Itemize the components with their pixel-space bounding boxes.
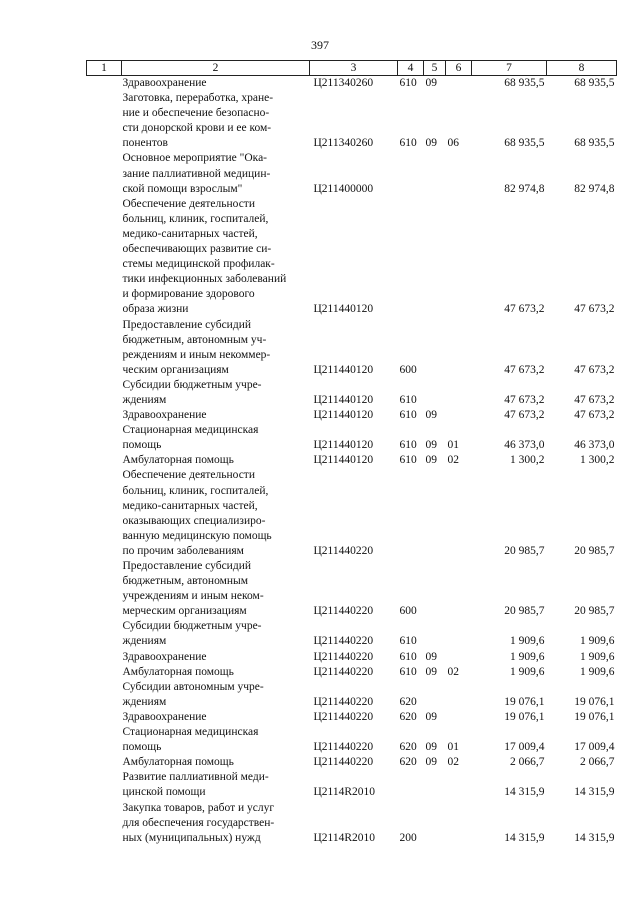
section-cell: 09 [425, 650, 437, 663]
amount-total-cell: 68 935,5 [574, 137, 615, 150]
item-name-line: Субсидии бюджетным учре- [122, 378, 262, 391]
amount-total-cell: 14 315,9 [574, 831, 615, 844]
section-cell: 09 [425, 77, 437, 89]
item-name-line: оказывающих специализиро- [122, 514, 266, 527]
subsection-cell: 02 [447, 756, 459, 769]
expense-type-cell: 620 [399, 710, 417, 723]
expense-type-cell: 600 [399, 363, 417, 376]
item-name-line: Здравоохранение [122, 77, 207, 89]
amount-cell: 2 066,7 [510, 756, 545, 769]
item-name-line: ческим организациям [122, 363, 229, 376]
item-name-cell [122, 770, 310, 800]
budget-code-cell: Ц211440120 [313, 454, 374, 467]
item-name-line: учреждениям и иным неком- [122, 590, 264, 603]
page-number: 397 [311, 38, 329, 52]
amount-cell: 1 300,2 [510, 454, 545, 467]
row-number-cell [87, 559, 122, 619]
item-name-cell [122, 378, 310, 408]
row-number-cell [87, 318, 122, 378]
amount-cell: 47 673,2 [504, 393, 545, 406]
expense-type-cell: 610 [399, 650, 417, 663]
subsection-cell [446, 468, 472, 559]
section-cell: 09 [425, 454, 437, 467]
expense-type-cell [398, 468, 424, 559]
item-name-line: зание паллиативной медицин- [122, 167, 271, 180]
expense-type-cell [398, 197, 424, 318]
expense-type-cell: 600 [399, 605, 417, 618]
row-number-cell [87, 91, 122, 151]
item-name-line: по прочим заболеваниям [122, 544, 244, 557]
table-row [87, 76, 617, 92]
item-name-line: Амбулаторная помощь [122, 454, 234, 467]
table-body [87, 76, 617, 846]
amount-cell: 68 935,5 [504, 137, 545, 150]
amount-total-cell: 20 985,7 [574, 605, 615, 618]
row-number-cell [87, 710, 122, 725]
amount-cell: 47 673,2 [504, 409, 545, 422]
subsection-cell [446, 151, 472, 196]
item-name-line: медико-санитарных частей, [122, 227, 258, 240]
budget-code-cell: Ц211440220 [313, 665, 374, 678]
amount-total-cell: 47 673,2 [574, 303, 615, 316]
item-name-cell [122, 680, 310, 710]
subsection-cell: 01 [447, 741, 459, 754]
expense-type-cell: 610 [399, 439, 417, 452]
item-name-line: ждениям [122, 695, 167, 708]
subsection-cell: 02 [447, 665, 459, 678]
item-name-line: и формирование здорового [122, 288, 255, 301]
item-name-line: Стационарная медицинская [122, 424, 259, 437]
section-cell: 09 [425, 665, 437, 678]
section-cell [424, 197, 446, 318]
item-name-cell [122, 650, 310, 665]
expense-type-cell: 610 [399, 77, 417, 89]
subsection-cell [446, 770, 472, 800]
amount-total-cell: 82 974,8 [574, 182, 615, 195]
budget-code-cell: Ц211340260 [313, 77, 374, 89]
section-cell: 09 [425, 409, 437, 422]
budget-table [86, 60, 617, 846]
amount-total-cell: 1 909,6 [580, 665, 615, 678]
table-row [87, 680, 617, 710]
amount-cell: 19 076,1 [504, 710, 545, 723]
row-number-cell [87, 151, 122, 196]
table-row [87, 725, 617, 755]
item-name-line: ных (муниципальных) нужд [122, 831, 261, 844]
section-cell [424, 801, 446, 846]
row-number-cell [87, 378, 122, 408]
expense-type-cell: 610 [399, 393, 417, 406]
item-name-cell [122, 408, 310, 423]
table-row [87, 197, 617, 318]
table-row [87, 408, 617, 423]
row-number-cell [87, 619, 122, 649]
item-name-line: Стационарная медицинская [122, 726, 259, 739]
item-name-cell [122, 755, 310, 770]
budget-code-cell: Ц211440120 [313, 409, 374, 422]
budget-code-cell: Ц211440220 [313, 544, 374, 557]
item-name-cell [122, 76, 310, 92]
table-row [87, 453, 617, 468]
row-number-cell [87, 801, 122, 846]
amount-total-cell: 17 009,4 [574, 741, 615, 754]
item-name-cell [122, 710, 310, 725]
row-number-cell [87, 468, 122, 559]
budget-code-cell: Ц211440220 [313, 605, 374, 618]
item-name-cell [122, 801, 310, 846]
budget-code-cell: Ц2114R2010 [313, 786, 376, 799]
item-name-line: сти донорской крови и ее ком- [122, 122, 272, 135]
item-name-cell [122, 468, 310, 559]
section-cell [424, 559, 446, 619]
item-name-line: Предоставление субсидий [122, 318, 251, 331]
item-name-line: цинской помощи [122, 786, 206, 799]
amount-cell: 82 974,8 [504, 182, 545, 195]
subsection-cell [446, 197, 472, 318]
item-name-line: Закупка товаров, работ и услуг [122, 801, 275, 814]
item-name-line: Амбулаторная помощь [122, 665, 234, 678]
amount-total-cell: 2 066,7 [580, 756, 615, 769]
item-name-line: реждениям и иным некоммер- [122, 348, 271, 361]
amount-total-cell: 19 076,1 [574, 710, 615, 723]
item-name-line: стемы медицинской профилак- [122, 258, 275, 271]
item-name-line: помощь [122, 439, 162, 452]
item-name-cell [122, 91, 310, 151]
amount-total-cell: 20 985,7 [574, 544, 615, 557]
amount-total-cell: 14 315,9 [574, 786, 615, 799]
item-name-line: Субсидии автономным учре- [122, 680, 264, 693]
amount-cell: 19 076,1 [504, 695, 545, 708]
budget-code-cell: Ц211440220 [313, 650, 374, 663]
table-row [87, 755, 617, 770]
section-cell: 09 [425, 137, 437, 150]
item-name-line: Основное мероприятие "Ока- [122, 152, 268, 165]
budget-code-cell: Ц211440220 [313, 741, 374, 754]
section-cell [424, 318, 446, 378]
section-cell: 09 [425, 741, 437, 754]
item-name-line: мерческим организациям [122, 605, 247, 618]
item-name-cell [122, 423, 310, 453]
subsection-cell [446, 619, 472, 649]
item-name-line: ванную медицинскую помощь [122, 529, 272, 542]
item-name-line: помощь [122, 741, 162, 754]
amount-total-cell: 47 673,2 [574, 393, 615, 406]
budget-code-cell: Ц211400000 [313, 182, 374, 195]
subsection-cell [446, 710, 472, 725]
item-name-line: бюджетным, автономным [122, 575, 249, 588]
row-number-cell [87, 423, 122, 453]
expense-type-cell [398, 770, 424, 800]
budget-code-cell: Ц211440120 [313, 303, 374, 316]
section-cell [424, 770, 446, 800]
item-name-line: тики инфекционных заболеваний [122, 273, 287, 286]
table-row [87, 423, 617, 453]
row-number-cell [87, 76, 122, 92]
section-cell: 09 [425, 439, 437, 452]
subsection-cell: 01 [447, 439, 459, 452]
item-name-line: Субсидии бюджетным учре- [122, 620, 262, 633]
row-number-cell [87, 197, 122, 318]
expense-type-cell: 610 [399, 137, 417, 150]
budget-code-cell: Ц211440220 [313, 635, 374, 648]
amount-total-cell: 46 373,0 [574, 439, 615, 452]
amount-total-cell: 1 300,2 [580, 454, 615, 467]
item-name-line: образа жизни [122, 303, 189, 316]
subsection-cell: 06 [447, 137, 459, 150]
amount-total-cell: 47 673,2 [574, 363, 615, 376]
subsection-cell [446, 680, 472, 710]
column-header: 8 [547, 61, 617, 76]
budget-code-cell: Ц211440220 [313, 710, 374, 723]
column-header: 1 [87, 61, 122, 76]
amount-cell: 14 315,9 [504, 831, 545, 844]
item-name-cell [122, 725, 310, 755]
table-row [87, 650, 617, 665]
item-name-line: больниц, клиник, госпиталей, [122, 484, 269, 497]
subsection-cell [446, 650, 472, 665]
item-name-line: Здравоохранение [122, 710, 207, 723]
item-name-line: бюджетным, автономным уч- [122, 333, 267, 346]
row-number-cell [87, 650, 122, 665]
amount-cell: 20 985,7 [504, 605, 545, 618]
expense-type-cell: 620 [399, 741, 417, 754]
column-header: 4 [398, 61, 424, 76]
item-name-cell [122, 318, 310, 378]
expense-type-cell: 610 [399, 454, 417, 467]
item-name-line: ждениям [122, 393, 167, 406]
item-name-cell [122, 453, 310, 468]
row-number-cell [87, 453, 122, 468]
row-number-cell [87, 770, 122, 800]
item-name-cell [122, 197, 310, 318]
row-number-cell [87, 665, 122, 680]
item-name-cell [122, 665, 310, 680]
expense-type-cell: 620 [399, 756, 417, 769]
budget-code-cell: Ц211440120 [313, 363, 374, 376]
item-name-line: Заготовка, переработка, хране- [122, 92, 274, 105]
item-name-cell [122, 619, 310, 649]
section-cell: 09 [425, 710, 437, 723]
item-name-line: для обеспечения государствен- [122, 816, 275, 829]
amount-total-cell: 19 076,1 [574, 695, 615, 708]
subsection-cell [446, 559, 472, 619]
item-name-line: Обеспечение деятельности [122, 469, 255, 482]
table-row [87, 468, 617, 559]
row-number-cell [87, 408, 122, 423]
amount-cell: 1 909,6 [510, 665, 545, 678]
column-header: 6 [446, 61, 472, 76]
section-cell [424, 468, 446, 559]
amount-cell: 47 673,2 [504, 303, 545, 316]
row-number-cell [87, 755, 122, 770]
item-name-line: ждениям [122, 635, 167, 648]
amount-total-cell: 1 909,6 [580, 650, 615, 663]
expense-type-cell: 610 [399, 409, 417, 422]
table-row [87, 710, 617, 725]
budget-code-cell: Ц211440120 [313, 439, 374, 452]
table-row [87, 318, 617, 378]
section-cell [424, 378, 446, 408]
item-name-cell [122, 559, 310, 619]
row-number-cell [87, 680, 122, 710]
section-cell: 09 [425, 756, 437, 769]
subsection-cell [446, 801, 472, 846]
table-row [87, 770, 617, 800]
header-row [87, 61, 617, 76]
table-row [87, 91, 617, 151]
subsection-cell [446, 76, 472, 92]
item-name-line: ской помощи взрослым" [122, 182, 243, 195]
amount-total-cell: 68 935,5 [574, 77, 615, 89]
table-row [87, 619, 617, 649]
budget-code-cell: Ц211440120 [313, 393, 374, 406]
table-row [87, 378, 617, 408]
subsection-cell [446, 408, 472, 423]
column-header: 5 [424, 61, 446, 76]
column-header: 2 [122, 61, 310, 76]
item-name-line: Амбулаторная помощь [122, 756, 234, 769]
section-cell [424, 619, 446, 649]
table-row [87, 559, 617, 619]
item-name-line: больниц, клиник, госпиталей, [122, 212, 269, 225]
amount-cell: 46 373,0 [504, 439, 545, 452]
subsection-cell [446, 318, 472, 378]
expense-type-cell: 610 [399, 635, 417, 648]
budget-code-cell: Ц211340260 [313, 137, 374, 150]
subsection-cell [446, 378, 472, 408]
budget-code-cell: Ц2114R2010 [313, 831, 376, 844]
expense-type-cell [398, 151, 424, 196]
expense-type-cell: 200 [399, 831, 417, 844]
amount-cell: 20 985,7 [504, 544, 545, 557]
item-name-line: Здравоохранение [122, 409, 207, 422]
column-header: 3 [310, 61, 398, 76]
item-name-line: медико-санитарных частей, [122, 499, 258, 512]
amount-cell: 17 009,4 [504, 741, 545, 754]
table-row [87, 665, 617, 680]
item-name-cell [122, 151, 310, 196]
amount-cell: 14 315,9 [504, 786, 545, 799]
expense-type-cell: 610 [399, 665, 417, 678]
budget-code-cell: Ц211440220 [313, 695, 374, 708]
amount-total-cell: 1 909,6 [580, 635, 615, 648]
item-name-line: ние и обеспечение безопасно- [122, 107, 270, 120]
item-name-line: Здравоохранение [122, 650, 207, 663]
row-number-cell [87, 725, 122, 755]
budget-code-cell: Ц211440220 [313, 756, 374, 769]
amount-cell: 1 909,6 [510, 650, 545, 663]
section-cell [424, 151, 446, 196]
section-cell [424, 680, 446, 710]
item-name-line: Предоставление субсидий [122, 560, 251, 572]
item-name-line: понентов [122, 137, 168, 150]
table-row [87, 801, 617, 846]
amount-cell: 1 909,6 [510, 635, 545, 648]
column-header: 7 [472, 61, 547, 76]
subsection-cell: 02 [447, 454, 459, 467]
item-name-line: обеспечивающих развитие си- [122, 243, 272, 256]
amount-total-cell: 47 673,2 [574, 409, 615, 422]
table-row [87, 151, 617, 196]
expense-type-cell: 620 [399, 695, 417, 708]
item-name-line: Развитие паллиативной меди- [122, 771, 269, 784]
amount-cell: 68 935,5 [504, 77, 545, 89]
amount-cell: 47 673,2 [504, 363, 545, 376]
item-name-line: Обеспечение деятельности [122, 197, 255, 210]
